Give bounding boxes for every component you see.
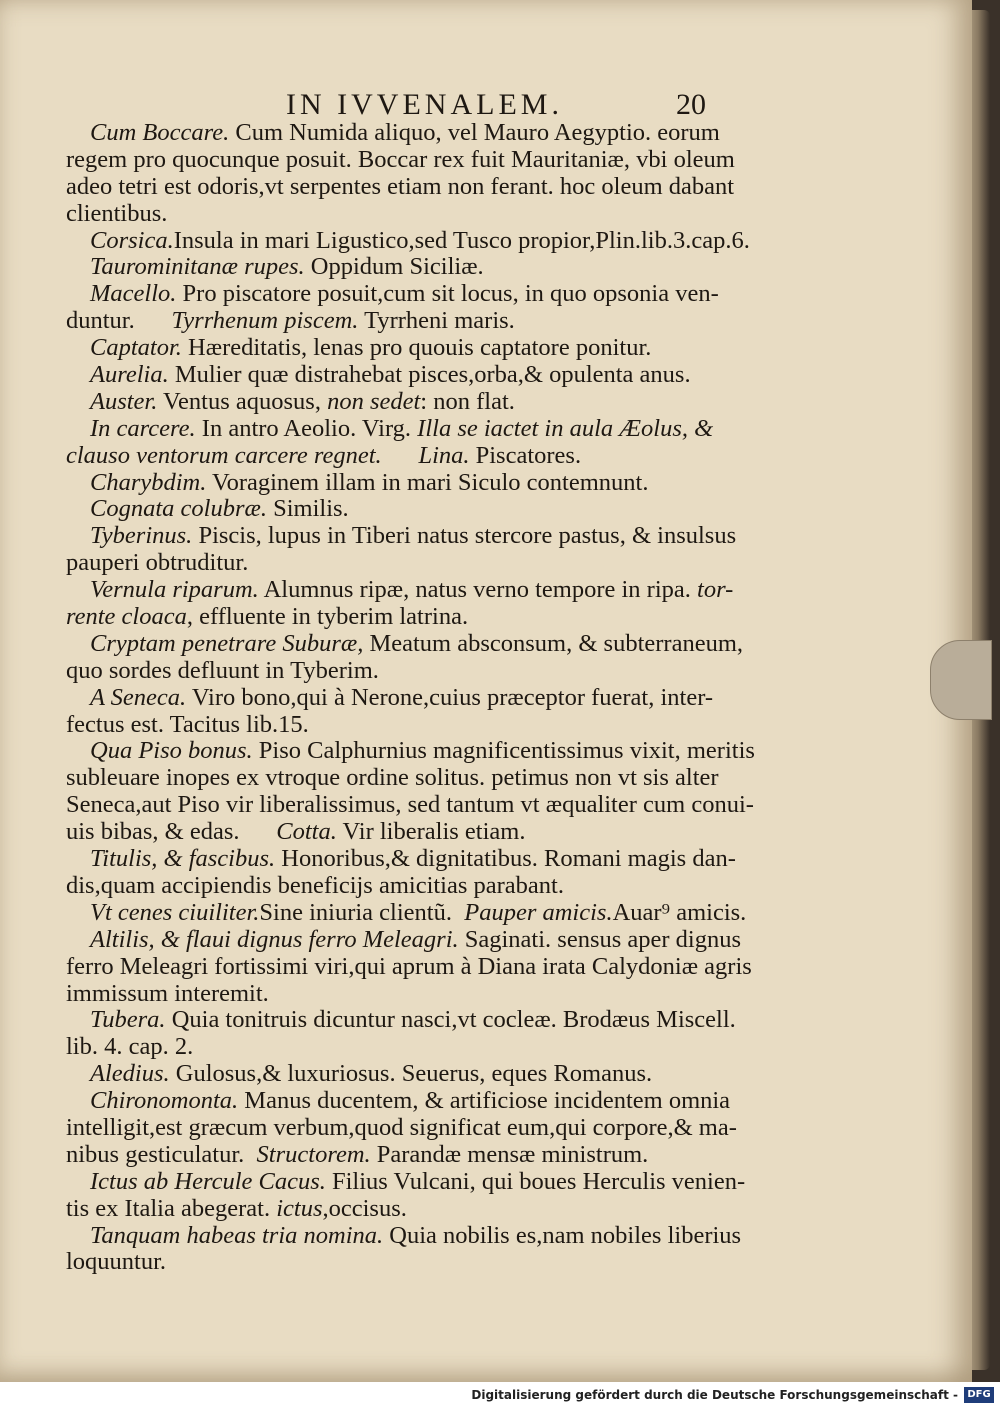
text-line bbox=[66, 1223, 766, 1250]
page-number: 20 bbox=[676, 88, 706, 121]
running-title: IN IVVENALEM. bbox=[286, 88, 563, 121]
text-line bbox=[66, 738, 766, 765]
gloss: regem pro quocunque posuit. Boccar rex fuit Mauritaniæ, vbi oleum bbox=[66, 145, 735, 173]
text-line bbox=[66, 792, 766, 819]
gloss: : non flat. bbox=[420, 387, 515, 415]
gloss: Quia nobilis es,nam nobiles liberius bbox=[383, 1221, 742, 1249]
gloss: Manus ducentem, & artificiose incidentem omnia bbox=[238, 1087, 731, 1115]
text-line bbox=[66, 550, 766, 577]
gloss bbox=[382, 442, 419, 469]
text-line bbox=[66, 873, 766, 900]
gloss: Pro piscatore posuit,cum sit locus, in quo opsonia ven- bbox=[176, 280, 719, 308]
text-line bbox=[66, 1142, 766, 1169]
gloss: uis bibas, & edas. bbox=[66, 818, 277, 846]
text-line bbox=[66, 308, 766, 335]
lemma: Pauper amicis. bbox=[464, 898, 613, 926]
lemma: Titulis, & fascibus. bbox=[90, 845, 276, 873]
text-line bbox=[66, 1196, 766, 1223]
lemma: Tubera. bbox=[90, 1006, 166, 1034]
text-line bbox=[66, 389, 766, 416]
text-line bbox=[66, 1061, 766, 1088]
text-line bbox=[66, 443, 766, 470]
gloss: ,occisus. bbox=[322, 1194, 407, 1222]
gloss: nibus gesticulatur. bbox=[66, 1140, 257, 1168]
gloss: Piscatores. bbox=[469, 441, 582, 469]
gloss: Saginati. sensus aper dignus bbox=[458, 925, 742, 953]
gloss: Vir liberalis etiam. bbox=[336, 818, 526, 846]
commentary-text bbox=[66, 120, 766, 1300]
footer-bar bbox=[0, 1382, 1000, 1410]
text-line bbox=[66, 846, 766, 873]
text-line bbox=[66, 954, 766, 981]
gloss: immissum interemit. bbox=[66, 979, 269, 1007]
lemma: Macello. bbox=[90, 280, 177, 308]
gloss: clientibus. bbox=[66, 199, 168, 227]
lemma: Structorem. bbox=[256, 1140, 371, 1168]
text-line bbox=[66, 496, 766, 523]
dfg-logo: DFG bbox=[964, 1387, 994, 1403]
gloss: Meatum absconsum, & subterraneum, bbox=[363, 629, 744, 657]
gloss: Sine iniuria clientũ. bbox=[259, 898, 465, 926]
page-clip bbox=[930, 640, 992, 720]
gloss: Insula in mari Ligustico,sed Tusco propior,Plin.lib.3.cap.6. bbox=[173, 226, 750, 254]
lemma: Charybdim. bbox=[90, 468, 207, 496]
text-line bbox=[66, 927, 766, 954]
lemma: Tanquam habeas tria nomina. bbox=[90, 1221, 384, 1249]
text-line bbox=[66, 900, 766, 927]
lemma: Corsica. bbox=[90, 226, 174, 254]
text-line bbox=[66, 604, 766, 631]
lemma: Vernula riparum. bbox=[90, 576, 259, 604]
gloss: fectus est. Tacitus lib.15. bbox=[66, 710, 309, 738]
gloss: lib. 4. cap. 2. bbox=[66, 1033, 194, 1061]
text-line bbox=[66, 174, 766, 201]
lemma: ictus bbox=[276, 1194, 323, 1222]
gloss: , effluente in tyberim latrina. bbox=[186, 603, 469, 631]
text-line bbox=[66, 577, 766, 604]
text-line bbox=[66, 254, 766, 281]
lemma: Cognata colubræ. bbox=[90, 495, 267, 523]
gloss: tis ex Italia abegerat. bbox=[66, 1194, 277, 1222]
lemma: Vt cenes ciuiliter. bbox=[90, 898, 260, 926]
text-line bbox=[66, 981, 766, 1008]
text-line bbox=[66, 1249, 766, 1276]
funding-note: Digitalisierung gefördert durch die Deutsche Forschungsgemeinschaft - bbox=[471, 1388, 958, 1402]
gloss: Piso Calphurnius magnificentissimus vixit, meritis bbox=[252, 737, 755, 765]
text-line bbox=[66, 1034, 766, 1061]
gloss: Similis. bbox=[266, 495, 349, 523]
lemma: Qua Piso bonus. bbox=[90, 737, 253, 765]
text-line bbox=[66, 523, 766, 550]
gloss: Cum Numida aliquo, vel Mauro Aegyptio. eorum bbox=[229, 119, 720, 146]
lemma: tor- bbox=[697, 576, 734, 604]
text-line bbox=[66, 1169, 766, 1196]
gloss: Piscis, lupus in Tiberi natus stercore pastus, & insulsus bbox=[192, 522, 737, 550]
text-line bbox=[66, 470, 766, 497]
text-line bbox=[66, 120, 766, 147]
lemma: Lina. bbox=[418, 441, 470, 469]
text-line bbox=[66, 362, 766, 389]
lemma: Captator. bbox=[90, 334, 182, 362]
gloss: dis,quam accipiendis beneficijs amicitias parabant. bbox=[66, 871, 564, 899]
gloss: Seneca,aut Piso vir liberalissimus, sed tantum vt æqualiter cum conui- bbox=[66, 791, 754, 819]
lemma: Altilis, & flaui dignus ferro Meleagri. bbox=[90, 925, 459, 953]
gloss: subleuare inopes ex vtroque ordine solitus. petimus non vt sis alter bbox=[66, 764, 719, 792]
gloss: quo sordes defluunt in Tyberim. bbox=[66, 656, 379, 684]
gloss: loquuntur. bbox=[66, 1248, 167, 1276]
gloss: Voraginem illam in mari Siculo contemnunt. bbox=[206, 468, 649, 496]
gloss: ferro Meleagri fortissimi viri,qui aprum à Diana irata Calydoniæ agris bbox=[66, 952, 752, 980]
gloss: Oppidum Siciliæ. bbox=[304, 253, 484, 281]
gloss: pauperi obtruditur. bbox=[66, 549, 249, 577]
text-line bbox=[66, 281, 766, 308]
gloss: Tyrrheni maris. bbox=[358, 307, 515, 335]
text-line bbox=[66, 685, 766, 712]
lemma: Cum Boccare. bbox=[90, 119, 230, 146]
lemma: Cryptam penetrare Suburæ, bbox=[90, 629, 364, 657]
gloss: Viro bono,qui à Nerone,cuius præceptor fuerat, inter- bbox=[186, 683, 714, 711]
gloss: adeo tetri est odoris,vt serpentes etiam non ferant. hoc oleum dabant bbox=[66, 172, 735, 200]
lemma: Tyberinus. bbox=[90, 522, 193, 550]
text-line bbox=[66, 765, 766, 792]
lemma: Aurelia. bbox=[90, 361, 169, 389]
lemma: Tyrrhenum piscem. bbox=[171, 307, 359, 335]
gloss: Quia tonitruis dicuntur nasci,vt cocleæ. Brodæus Miscell. bbox=[165, 1006, 736, 1034]
gloss: Parandæ mensæ ministrum. bbox=[370, 1140, 649, 1168]
gloss: duntur. bbox=[66, 307, 172, 335]
gloss: Auar⁹ amicis. bbox=[612, 898, 747, 926]
text-line bbox=[66, 631, 766, 658]
text-line bbox=[66, 201, 766, 228]
text-line bbox=[66, 1115, 766, 1142]
gloss: Hæreditatis, lenas pro quouis captatore ponitur. bbox=[181, 334, 652, 362]
text-line bbox=[66, 658, 766, 685]
gloss: intelligit,est græcum verbum,quod significat eum,qui corpore,& ma- bbox=[66, 1113, 737, 1141]
text-line bbox=[66, 335, 766, 362]
gloss: Gulosus,& luxuriosus. Seuerus, eques Romanus. bbox=[169, 1060, 653, 1088]
gloss: Ventus aquosus, bbox=[157, 387, 328, 415]
text-line bbox=[66, 712, 766, 739]
lemma: Illa se iactet in aula Æolus, & bbox=[417, 414, 714, 442]
text-line bbox=[66, 416, 766, 443]
lemma: Aledius. bbox=[90, 1060, 170, 1088]
lemma: Auster. bbox=[90, 387, 158, 415]
text-line bbox=[66, 1088, 766, 1115]
lemma: rente cloaca bbox=[66, 603, 187, 631]
text-line bbox=[66, 147, 766, 174]
gloss: Honoribus,& dignitatibus. Romani magis dan- bbox=[275, 845, 736, 873]
lemma: non sedet bbox=[327, 387, 421, 415]
text-line bbox=[66, 1007, 766, 1034]
lemma: clauso ventorum carcere regnet. bbox=[66, 441, 382, 469]
lemma: Cotta. bbox=[276, 818, 337, 846]
lemma: Chironomonta. bbox=[90, 1087, 239, 1115]
lemma: In carcere. bbox=[90, 414, 196, 442]
gloss: Filius Vulcani, qui boues Herculis venien- bbox=[325, 1167, 746, 1195]
gloss: Alumnus ripæ, natus verno tempore in ripa. bbox=[258, 576, 698, 604]
lemma: Taurominitanæ rupes. bbox=[90, 253, 305, 281]
text-line bbox=[66, 228, 766, 255]
gloss: Mulier quæ distrahebat pisces,orba,& opulenta anus. bbox=[168, 361, 691, 389]
text-line bbox=[66, 819, 766, 846]
lemma: A Seneca. bbox=[90, 683, 187, 711]
lemma: Ictus ab Hercule Cacus. bbox=[90, 1167, 326, 1195]
gloss: In antro Aeolio. Virg. bbox=[195, 414, 418, 442]
